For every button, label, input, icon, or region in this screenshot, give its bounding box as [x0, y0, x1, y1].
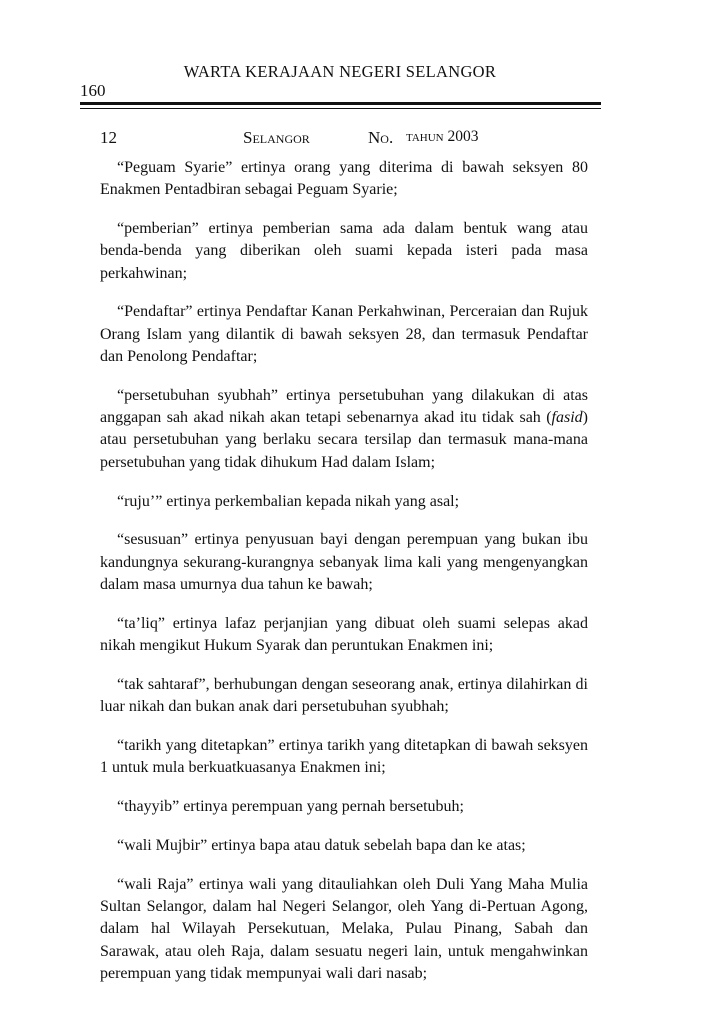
definition-paragraph: “Pendaftar” ertinya Pendaftar Kanan Perkahwinan, Perceraian dan Rujuk Orang Islam yang dilantik di bawah seksyen 28, dan termasuk Pendaftar dan Penolong Pendaftar; — [100, 303, 588, 366]
running-head-state: Selangor — [243, 128, 310, 147]
header-rule-thick — [80, 102, 601, 105]
definition-paragraph — [100, 385, 588, 474]
definition-paragraph: “wali Raja” ertinya wali yang ditauliahkan oleh Duli Yang Maha Mulia Sultan Selangor, dalam hal Negeri Selangor, oleh Yang di-Pertuan Agong, dalam hal Wilayah Persekutuan, Melaka, Pulau Pinang, Sabah dan Sarawak, atau oleh Raja, dalam sesuatu negeri lain, untuk mengahwinkan perempuan yang tidak mempunyai wali dari nasab; — [100, 875, 588, 982]
definition-paragraph: “tak sahtaraf”, berhubungan dengan seseorang anak, ertinya dilahirkan di luar nikah dan bukan anak dari persetubuhan syubhah; — [100, 675, 588, 716]
definition-paragraph: “ruju’” ertinya perkembalian kepada nikah yang asal; — [117, 492, 460, 510]
running-head — [100, 128, 590, 152]
gazette-title: WARTA KERAJAAN NEGERI SELANGOR — [183, 62, 497, 81]
running-head-no: No. — [368, 128, 394, 147]
page-number: 160 — [80, 81, 106, 100]
definition-text: ) atau persetubuhan yang berlaku secara tersilap dan termasuk mana-mana persetubuhan yang tidak dihukum Had dalam Islam; — [100, 409, 588, 471]
definition-paragraph: “tarikh yang ditetapkan” ertinya tarikh yang ditetapkan di bawah seksyen 1 untuk mula berkuatkuasanya Enakmen ini; — [100, 736, 588, 777]
definition-paragraph: “thayyib” ertinya perempuan yang pernah bersetubuh; — [117, 798, 464, 816]
definition-paragraph: “pemberian” ertinya pemberian sama ada dalam bentuk wang atau benda-benda yang diberikan oleh suami kepada isteri pada masa perkahwinan; — [100, 220, 588, 282]
header-rule-thin — [80, 108, 601, 109]
definitions-body — [100, 157, 588, 1002]
definition-text: “persetubuhan syubhah” ertinya persetubuhan yang dilakukan di atas anggapan sah akad nikah akan tetapi sebenarnya akad itu tidak sah ( — [100, 386, 588, 427]
definition-paragraph: “wali Mujbir” ertinya bapa atau datuk sebelah bapa dan ke atas; — [117, 836, 526, 854]
definition-paragraph: “sesusuan” ertinya penyusuan bayi dengan perempuan yang bukan ibu kandungnya sekurang-kurangnya sebanyak lima kali yang mengenyangkan dalam masa umurnya dua tahun ke bawah; — [100, 531, 588, 593]
definition-paragraph: “Peguam Syarie” ertinya orang yang diterima di bawah seksyen 80 Enakmen Pentadbiran sebagai Peguam Syarie; — [100, 159, 588, 199]
definition-paragraph: “ta’liq” ertinya lafaz perjanjian yang dibuat oleh suami selepas akad nikah mengikut Hukum Syarak dan peruntukan Enakmen ini; — [100, 614, 588, 655]
act-number: 12 — [100, 128, 117, 147]
definition-italic-term: fasid — [551, 409, 583, 427]
running-head-year: tahun 2003 — [406, 128, 479, 145]
